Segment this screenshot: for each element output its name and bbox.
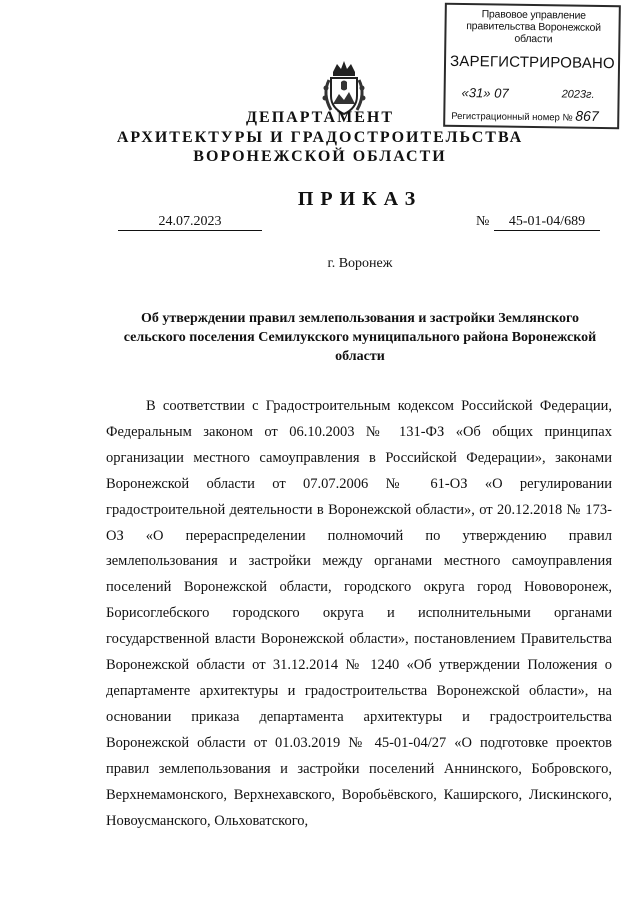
stamp-status: ЗАРЕГИСТРИРОВАНО xyxy=(449,52,615,73)
city: г. Воронеж xyxy=(327,256,393,271)
stamp-date: «31» 07 xyxy=(461,85,509,101)
order-number-sign: № xyxy=(476,214,490,229)
order-number: 45-01-04/689 xyxy=(494,213,600,231)
department-title-line-3: ВОРОНЕЖСКОЙ ОБЛАСТИ xyxy=(193,148,447,165)
stamp-year: 2023г. xyxy=(561,88,595,101)
document-type-title: ПРИКАЗ xyxy=(297,188,423,210)
stamp-organization: Правовое управление правительства Воронежской области xyxy=(466,8,601,46)
department-title-line-2: АРХИТЕКТУРЫ И ГРАДОСТРОИТЕЛЬСТВА xyxy=(116,129,524,146)
order-date: 24.07.2023 xyxy=(118,213,262,231)
stamp-reg-number-label: Регистрационный номер № xyxy=(451,110,573,124)
stamp-reg-number: 867 xyxy=(575,107,599,124)
order-subject: Об утверждении правил землепользования и застройки Землянского сельского поселения Семилукского муниципального района Воронежской области xyxy=(123,311,597,364)
body-paragraph: В соответствии с Градостроительным кодексом Российской Федерации, Федеральным законом от 06.10.2003 № 131-ФЗ «Об общих принципах организации местного самоуправления в Российской Федерации», законами Воронежской области от 07.07.2006 № 61-ОЗ «О регулировании градостроительной деятельности в Воронежской области», от 20.12.2018 № 173-ОЗ «О перераспределении полномочий по утверждению правил землепользования и застройки между органами местного самоуправления поселений Воронежской области, городского округа город Нововоронеж, Борисоглебского городского округа и исполнительными органами государственной власти Воронежской области», постановлением Правительства Воронежской области от 31.12.2014 № 1240 «Об утверждении Положения о департаменте архитектуры и градостроительства Воронежской области», на основании приказа департамента архитектуры и градостроительства Воронежской области от 01.03.2019 № 45-01-04/27 «О подготовке проектов правил землепользования и застройки поселений Аннинского, Бобровского, Верхнемамонского, Верхнехавского, Воробьёвского, Каширского, Лискинского, Новоусманского, Ольховатского, xyxy=(106,398,612,829)
department-title-line-1: ДЕПАРТАМЕНТ xyxy=(246,109,394,126)
